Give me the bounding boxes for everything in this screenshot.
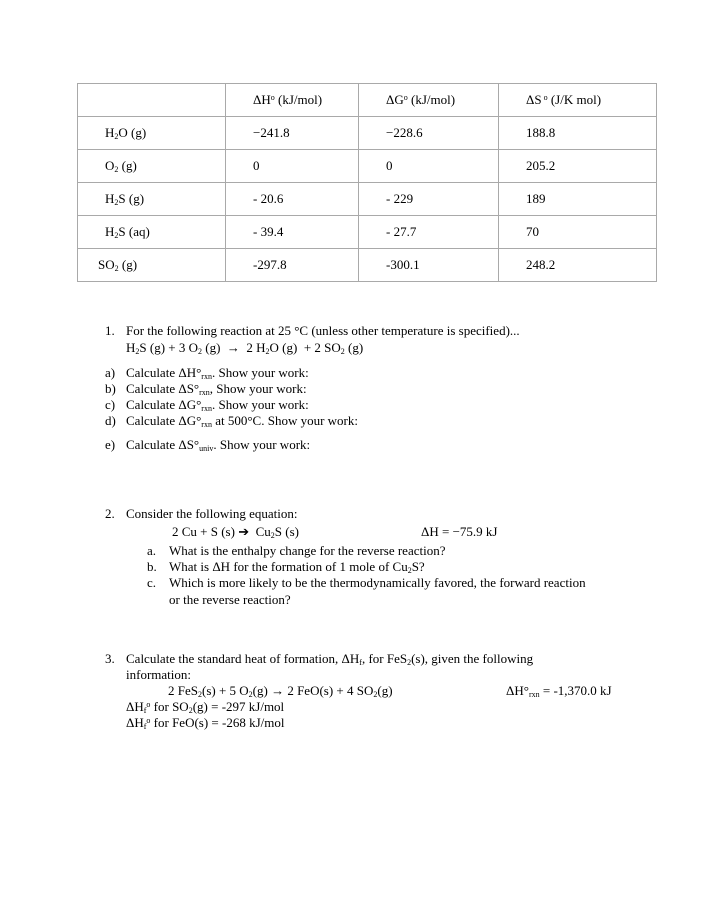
table-header-cell <box>78 84 226 117</box>
table-row <box>78 216 657 249</box>
dh-cell: - 39.4 <box>226 216 359 249</box>
species-cell: $H_2O$ (g) <box>78 117 226 150</box>
q1-number: 1. <box>105 323 115 338</box>
q1-part-e: Calculate $\Delta S^\circ_{univ}$. Show your work: <box>126 437 311 453</box>
q1-part-label: e) <box>105 437 116 452</box>
q1-part-label: b) <box>105 381 116 396</box>
q2-part-a: What is the enthalpy change for the reverse reaction? <box>169 543 446 558</box>
q1-part-c: Calculate $\Delta G^\circ_{rxn}$. Show your work: <box>126 397 309 413</box>
dh-cell: −241.8 <box>226 117 359 150</box>
q3-given-feo: $\Delta H_f^o$ for FeO(s) = -268 kJ/mol <box>126 715 285 731</box>
table-row <box>78 150 657 183</box>
table-header-row <box>78 84 657 117</box>
q1-part-b: Calculate $\Delta S^\circ_{rxn}$, Show your work: <box>126 381 307 397</box>
q2-part-c-line1: Which is more likely to be the thermodynamically favored, the forward reaction <box>169 575 586 590</box>
right-arrow-icon: ➔ <box>238 524 250 539</box>
ds-cell: 70 <box>499 216 657 249</box>
q1-part-d: Calculate $\Delta G^\circ_{rxn}$ at 500°C. Show your work: <box>126 413 358 429</box>
q2-part-label: a. <box>147 543 157 558</box>
q1-part-label: a) <box>105 365 116 380</box>
q1-text: For the following reaction at 25 °C (unless other temperature is specified)... <box>126 323 520 338</box>
table-row <box>78 183 657 216</box>
q1-reaction: $H_2S$ (g) + 3 $O_2$ (g) → 2 $H_2O$ (g) + 2 $SO_2$ (g) <box>126 340 364 356</box>
q3-text-line2: information: <box>126 667 191 682</box>
q2-enthalpy: ΔH = −75.9 kJ <box>421 524 498 539</box>
q3-text-line1: Calculate the standard heat of formation, $\Delta H_f$, for FeS$_2$(s), given the following <box>126 651 534 667</box>
ds-cell: 189 <box>499 183 657 216</box>
ds-cell: 205.2 <box>499 150 657 183</box>
q2-text: Consider the following equation: <box>126 506 298 521</box>
dh-cell: - 20.6 <box>226 183 359 216</box>
species-cell: $O_2$ (g) <box>78 150 226 183</box>
q2-part-b: What is ΔH for the formation of 1 mole of $Cu_2S$? <box>169 559 425 575</box>
dg-cell: - 27.7 <box>359 216 499 249</box>
q3-reaction: 2 FeS$_2$(s) + 5 $O_2(g) \to 2$ FeO(s) + 4 $SO_2(g)$ <box>168 683 393 699</box>
ds-cell: 248.2 <box>499 249 657 282</box>
species-cell: $H_2S$ (aq) <box>78 216 226 249</box>
ds-cell: 188.8 <box>499 117 657 150</box>
thermo-data-table <box>77 83 657 282</box>
q2-equation: 2 Cu + S (s) ➔ $Cu_2S$ (s) <box>172 524 299 540</box>
species-cell: $H_2S$ (g) <box>78 183 226 216</box>
q2-part-c-line2: or the reverse reaction? <box>169 592 291 607</box>
dg-cell: 0 <box>359 150 499 183</box>
dg-cell: −228.6 <box>359 117 499 150</box>
table-row <box>78 117 657 150</box>
species-cell: $SO_2$ (g) <box>78 249 226 282</box>
dg-cell: - 229 <box>359 183 499 216</box>
q2-part-label: b. <box>147 559 157 574</box>
q2-part-label: c. <box>147 575 157 590</box>
table-header-cell: $\Delta H^o$ (kJ/mol) <box>226 84 359 117</box>
table-header-cell: $\Delta G^o$ (kJ/mol) <box>359 84 499 117</box>
dh-cell: 0 <box>226 150 359 183</box>
q2-number: 2. <box>105 506 115 521</box>
q3-number: 3. <box>105 651 115 666</box>
table-row <box>78 249 657 282</box>
table-header-cell: ΔS $^o$ (J/K mol) <box>499 84 657 117</box>
dh-cell: -297.8 <box>226 249 359 282</box>
dg-cell: -300.1 <box>359 249 499 282</box>
q1-part-label: c) <box>105 397 116 412</box>
q1-part-a: Calculate $\Delta H^\circ_{rxn}$. Show your work: <box>126 365 309 381</box>
q3-given-so2: $\Delta H_f^o$ for $SO_2(g) = -297$ kJ/mol <box>126 699 285 715</box>
q3-enthalpy: $\Delta H^\circ_{rxn} = -1,370.0$ kJ <box>506 683 612 699</box>
q1-part-label: d) <box>105 413 116 428</box>
